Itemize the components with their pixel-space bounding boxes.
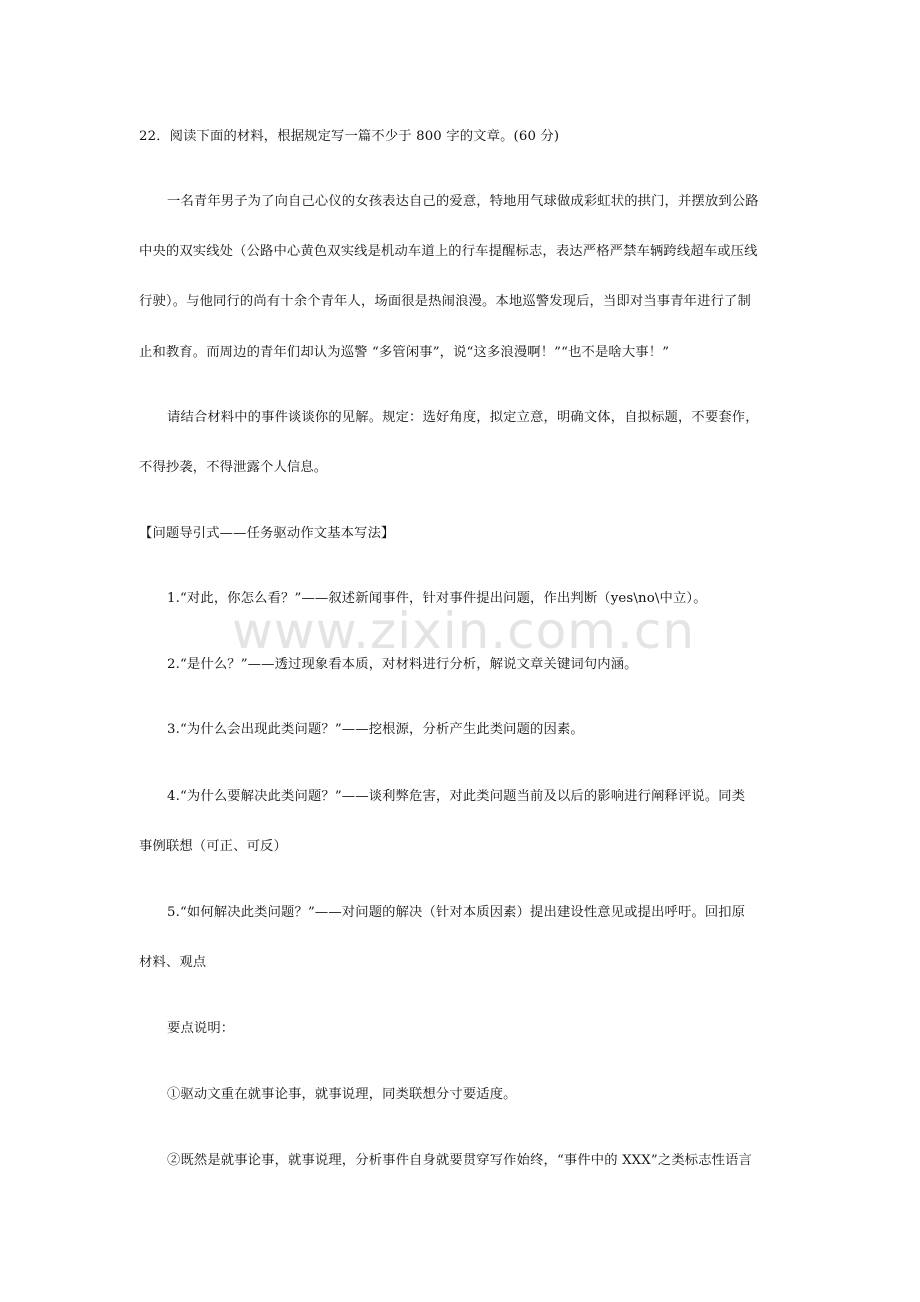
step-4-line-2: 事例联想（可正、可反） bbox=[139, 839, 287, 854]
step-1: 1.“对此，你怎么看？”——叙述新闻事件，针对事件提出问题，作出判断（yes\no\中立）。 bbox=[167, 591, 707, 606]
material-line-1: 一名青年男子为了向自己心仪的女孩表达自己的爱意，特地用气球做成彩虹状的拱门，并摆放到公路 bbox=[167, 194, 759, 209]
key-point-1: ①驱动文重在就事论事，就事说理，同类联想分寸要适度。 bbox=[167, 1087, 517, 1102]
step-3: 3.“为什么会出现此类问题？”——挖根源，分析产生此类问题的因素。 bbox=[167, 722, 584, 737]
question-title: 22．阅读下面的材料，根据规定写一篇不少于 800 字的文章。(60 分) bbox=[139, 129, 560, 144]
step-4-line-1: 4.“为什么要解决此类问题？”——谈利弊危害，对此类问题当前及以后的影响进行阐释评说。同类 bbox=[167, 789, 746, 804]
step-5-line-1: 5.“如何解决此类问题？”——对问题的解决（针对本质因素）提出建设性意见或提出呼吁。回扣原 bbox=[167, 905, 746, 920]
material-line-3: 行驶）。与他同行的尚有十余个青年人，场面很是热闹浪漫。本地巡警发现后，当即对当事青年进行了制 bbox=[139, 294, 751, 309]
key-points-heading: 要点说明： bbox=[167, 1021, 235, 1036]
requirement-line-1: 请结合材料中的事件谈谈你的见解。规定：选好角度，拟定立意，明确文体，自拟标题，不要套作， bbox=[167, 410, 759, 425]
requirement-line-2: 不得抄袭，不得泄露个人信息。 bbox=[139, 460, 328, 475]
section-heading: 【问题导引式——任务驱动作文基本写法】 bbox=[139, 526, 395, 541]
step-5-line-2: 材料、观点 bbox=[139, 955, 207, 970]
key-point-2: ②既然是就事论事，就事说理，分析事件自身就要贯穿写作始终，“事件中的 XXX”之类标志性语言 bbox=[167, 1153, 752, 1168]
watermark: www.zixin.com.cn bbox=[232, 602, 696, 660]
material-line-4: 止和教育。而周边的青年们却认为巡警 “多管闲事”，说“这多浪漫啊！”“也不是啥大事！” bbox=[139, 345, 670, 360]
step-2: 2.“是什么？”——透过现象看本质，对材料进行分析，解说文章关键词句内涵。 bbox=[167, 657, 638, 672]
material-line-2: 中央的双实线处（公路中心黄色双实线是机动车道上的行车提醒标志，表达严格严禁车辆跨线超车或压线 bbox=[139, 244, 758, 259]
